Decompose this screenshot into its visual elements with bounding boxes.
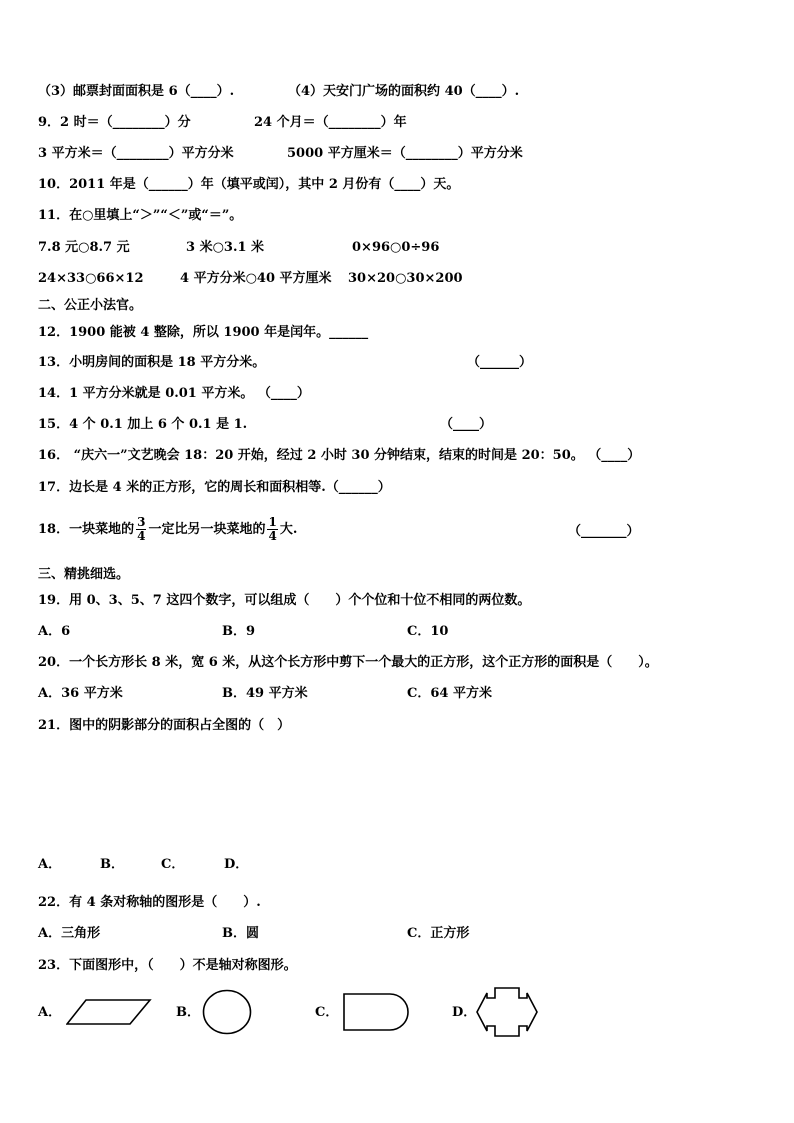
q23-option-d: D． bbox=[452, 1005, 477, 1020]
q21-option-b: B． bbox=[100, 857, 124, 872]
q9-part4: 5000 平方厘米＝（________）平方分米 bbox=[287, 146, 523, 161]
q18-blank: （_______） bbox=[568, 524, 640, 539]
parallelogram-icon bbox=[66, 998, 152, 1026]
q15: 15．4 个 0.1 加上 6 个 0.1 是 1. bbox=[38, 417, 248, 432]
q11-item-2: 3 米○3.1 米 bbox=[186, 240, 265, 255]
q20-option-b: B．49 平方米 bbox=[222, 686, 308, 701]
q9-part2: 24 个月＝（________）年 bbox=[254, 115, 407, 130]
fraction-one-quarter bbox=[267, 516, 277, 543]
q21: 21．图中的阴影部分的面积占全图的（ ） bbox=[38, 718, 291, 733]
q18-post: 大. bbox=[279, 522, 298, 537]
q13: 13．小明房间的面积是 18 平方分米。 bbox=[38, 355, 266, 370]
q11-item-5: 4 平方分米○40 平方厘米 bbox=[180, 271, 332, 286]
q22-option-a: A．三角形 bbox=[38, 926, 101, 941]
fraction-denominator: 4 bbox=[137, 529, 146, 543]
q11-item-1: 7.8 元○8.7 元 bbox=[38, 240, 130, 255]
q11-item-3: 0×96○0÷96 bbox=[352, 240, 440, 255]
q9-part3: 3 平方米＝（________）平方分米 bbox=[38, 146, 234, 161]
q19-option-a: A．6 bbox=[38, 624, 71, 639]
q18-mid: 一定比另一块菜地的 bbox=[148, 522, 266, 537]
q21-option-c: C． bbox=[161, 857, 185, 872]
q19-option-c: C．10 bbox=[407, 624, 449, 639]
q21-option-d: D． bbox=[224, 857, 249, 872]
q10: 10．2011 年是（______）年（填平或闰），其中 2 月份有（____）天。 bbox=[38, 177, 460, 192]
q20-option-a: A．36 平方米 bbox=[38, 686, 123, 701]
q22-option-c: C．正方形 bbox=[407, 926, 470, 941]
cross-arrow-icon bbox=[475, 986, 539, 1038]
q14: 14．1 平方分米就是 0.01 平方米。 （____） bbox=[38, 386, 310, 401]
section-title-3: 三、精挑细选。 bbox=[38, 567, 130, 582]
q23-option-b: B． bbox=[176, 1005, 200, 1020]
q9-part1: 9．2 时＝（________）分 bbox=[38, 115, 191, 130]
q15-blank: （____） bbox=[440, 417, 493, 432]
q19-option-b: B．9 bbox=[222, 624, 256, 639]
q18-pre: 18．一块菜地的 bbox=[38, 522, 135, 537]
q23-option-a: A． bbox=[38, 1005, 62, 1020]
q22-option-b: B．圆 bbox=[222, 926, 259, 941]
q21-option-a: A． bbox=[38, 857, 62, 872]
line-q8-3: （3）邮票封面面积是 6（____）. bbox=[38, 84, 235, 99]
fraction-numerator: 3 bbox=[137, 515, 146, 529]
q12: 12．1900 能被 4 整除，所以 1900 年是闰年。______ bbox=[38, 325, 369, 340]
section-title-2: 二、公正小法官。 bbox=[38, 298, 143, 313]
q11-item-6: 30×20○30×200 bbox=[348, 271, 463, 286]
q17: 17．边长是 4 米的正方形，它的周长和面积相等.（______） bbox=[38, 480, 391, 495]
fraction-denominator: 4 bbox=[268, 529, 277, 543]
q20-option-c: C．64 平方米 bbox=[407, 686, 492, 701]
q23: 23．下面图形中，（ ）不是轴对称图形。 bbox=[38, 958, 297, 973]
q16: 16． “庆六一”文艺晚会 18：20 开始，经过 2 小时 30 分钟结束，结束的时间是 20：50。 （____） bbox=[38, 448, 641, 463]
q11: 11．在○里填上“＞”“＜”或“＝”。 bbox=[38, 208, 243, 223]
q11-item-4: 24×33○66×12 bbox=[38, 271, 144, 286]
line-q8-4: （4）天安门广场的面积约 40（____）. bbox=[288, 84, 520, 99]
semicircle-rectangle-icon bbox=[342, 992, 412, 1032]
fraction-three-quarters bbox=[136, 516, 146, 543]
q18 bbox=[38, 512, 297, 548]
fraction-numerator: 1 bbox=[268, 515, 277, 529]
q23-option-c: C． bbox=[315, 1005, 339, 1020]
q20: 20．一个长方形长 8 米，宽 6 米，从这个长方形中剪下一个最大的正方形，这个正方形的面积是（ ）。 bbox=[38, 655, 658, 670]
q13-blank: （______） bbox=[467, 355, 533, 370]
q19: 19．用 0、3、5、7 这四个数字，可以组成（ ）个个位和十位不相同的两位数。 bbox=[38, 593, 531, 608]
q22: 22．有 4 条对称轴的图形是（ ）. bbox=[38, 895, 261, 910]
circle-icon bbox=[201, 989, 253, 1035]
